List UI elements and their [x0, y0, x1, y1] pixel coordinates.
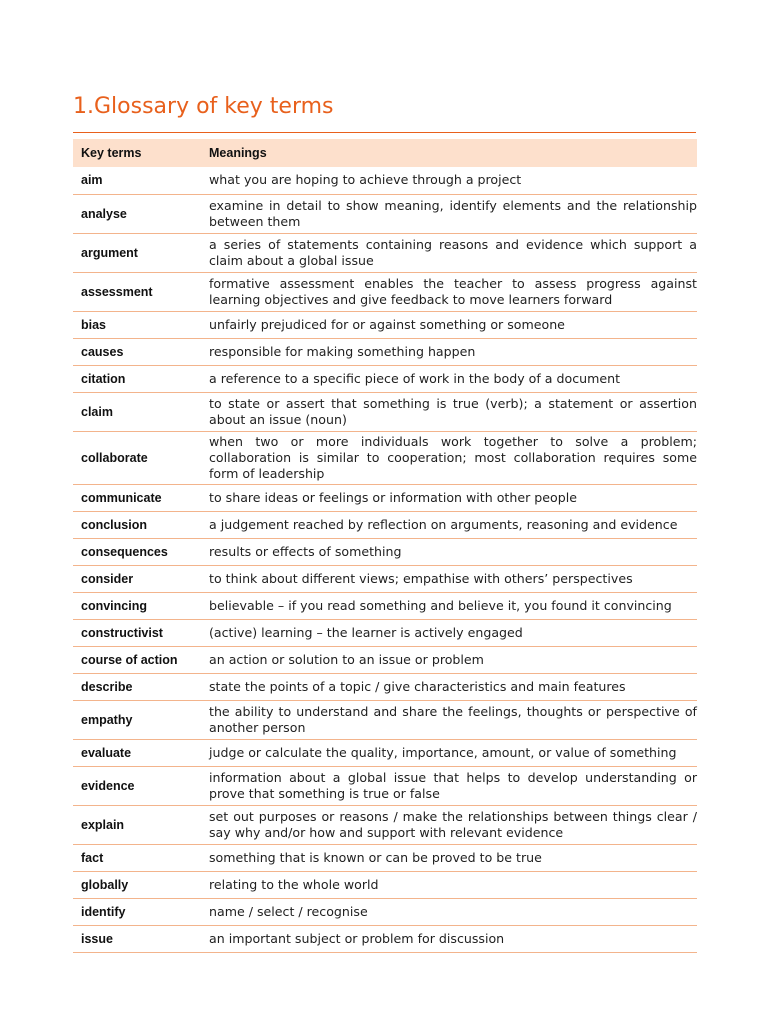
table-row — [73, 431, 697, 484]
table-row — [73, 167, 697, 194]
table-row — [73, 511, 697, 538]
meaning-cell: set out purposes or reasons / make the relationships between things clear / say why and/or how and support with relevant evidence — [201, 805, 697, 844]
meaning-cell: an action or solution to an issue or problem — [201, 646, 697, 673]
meaning-cell: results or effects of something — [201, 538, 697, 565]
table-row — [73, 673, 697, 700]
term-cell: consequences — [73, 538, 201, 565]
meaning-cell: examine in detail to show meaning, identify elements and the relationship between them — [201, 194, 697, 233]
table-row — [73, 871, 697, 898]
table-row — [73, 925, 697, 952]
page-title — [73, 94, 334, 119]
table-row — [73, 844, 697, 871]
meaning-cell: something that is known or can be proved to be true — [201, 844, 697, 871]
term-cell: causes — [73, 338, 201, 365]
table-row — [73, 233, 697, 272]
term-cell: aim — [73, 167, 201, 194]
table-row — [73, 484, 697, 511]
term-cell: communicate — [73, 484, 201, 511]
meaning-cell: to state or assert that something is true (verb); a statement or assertion about an issue (noun) — [201, 392, 697, 431]
term-cell: identify — [73, 898, 201, 925]
table-row — [73, 700, 697, 739]
table-header-row — [73, 139, 697, 167]
meaning-cell: what you are hoping to achieve through a project — [201, 167, 697, 194]
meaning-cell: state the points of a topic / give characteristics and main features — [201, 673, 697, 700]
term-cell: evaluate — [73, 739, 201, 766]
table-row — [73, 565, 697, 592]
term-cell: course of action — [73, 646, 201, 673]
meaning-cell: to share ideas or feelings or information with other people — [201, 484, 697, 511]
meaning-cell: to think about different views; empathise with others’ perspectives — [201, 565, 697, 592]
meaning-cell: formative assessment enables the teacher to assess progress against learning objectives and give feedback to move learners forward — [201, 272, 697, 311]
term-cell: empathy — [73, 700, 201, 739]
table-row — [73, 766, 697, 805]
term-cell: analyse — [73, 194, 201, 233]
meaning-cell: when two or more individuals work together to solve a problem; collaboration is similar to cooperation; most collaboration requires some form of leadership — [201, 431, 697, 484]
meaning-cell: judge or calculate the quality, importance, amount, or value of something — [201, 739, 697, 766]
term-cell: evidence — [73, 766, 201, 805]
table-row — [73, 898, 697, 925]
table-row — [73, 538, 697, 565]
meaning-cell: information about a global issue that helps to develop understanding or prove that something is true or false — [201, 766, 697, 805]
term-cell: claim — [73, 392, 201, 431]
table-row — [73, 392, 697, 431]
meaning-cell: relating to the whole world — [201, 871, 697, 898]
term-cell: assessment — [73, 272, 201, 311]
header-meanings: Meanings — [201, 139, 697, 167]
term-cell: collaborate — [73, 431, 201, 484]
header-key-terms: Key terms — [73, 139, 201, 167]
meaning-cell: a series of statements containing reasons and evidence which support a claim about a global issue — [201, 233, 697, 272]
term-cell: issue — [73, 925, 201, 952]
title-divider — [73, 132, 696, 133]
term-cell: fact — [73, 844, 201, 871]
table-row — [73, 365, 697, 392]
table-row — [73, 194, 697, 233]
table-row — [73, 739, 697, 766]
table-row — [73, 646, 697, 673]
section-number: 1. — [73, 94, 94, 119]
table-row — [73, 592, 697, 619]
section-title: Glossary of key terms — [94, 94, 334, 119]
table-row — [73, 619, 697, 646]
meaning-cell: responsible for making something happen — [201, 338, 697, 365]
glossary-table — [73, 139, 697, 953]
term-cell: bias — [73, 311, 201, 338]
term-cell: conclusion — [73, 511, 201, 538]
meaning-cell: the ability to understand and share the feelings, thoughts or perspective of another person — [201, 700, 697, 739]
meaning-cell: a reference to a specific piece of work in the body of a document — [201, 365, 697, 392]
meaning-cell: unfairly prejudiced for or against something or someone — [201, 311, 697, 338]
term-cell: explain — [73, 805, 201, 844]
meaning-cell: believable – if you read something and believe it, you found it convincing — [201, 592, 697, 619]
meaning-cell: an important subject or problem for discussion — [201, 925, 697, 952]
meaning-cell: name / select / recognise — [201, 898, 697, 925]
term-cell: constructivist — [73, 619, 201, 646]
table-row — [73, 272, 697, 311]
term-cell: argument — [73, 233, 201, 272]
table-row — [73, 338, 697, 365]
term-cell: describe — [73, 673, 201, 700]
table-row — [73, 805, 697, 844]
term-cell: consider — [73, 565, 201, 592]
table-row — [73, 311, 697, 338]
meaning-cell: a judgement reached by reflection on arguments, reasoning and evidence — [201, 511, 697, 538]
meaning-cell: (active) learning – the learner is actively engaged — [201, 619, 697, 646]
term-cell: convincing — [73, 592, 201, 619]
term-cell: citation — [73, 365, 201, 392]
term-cell: globally — [73, 871, 201, 898]
